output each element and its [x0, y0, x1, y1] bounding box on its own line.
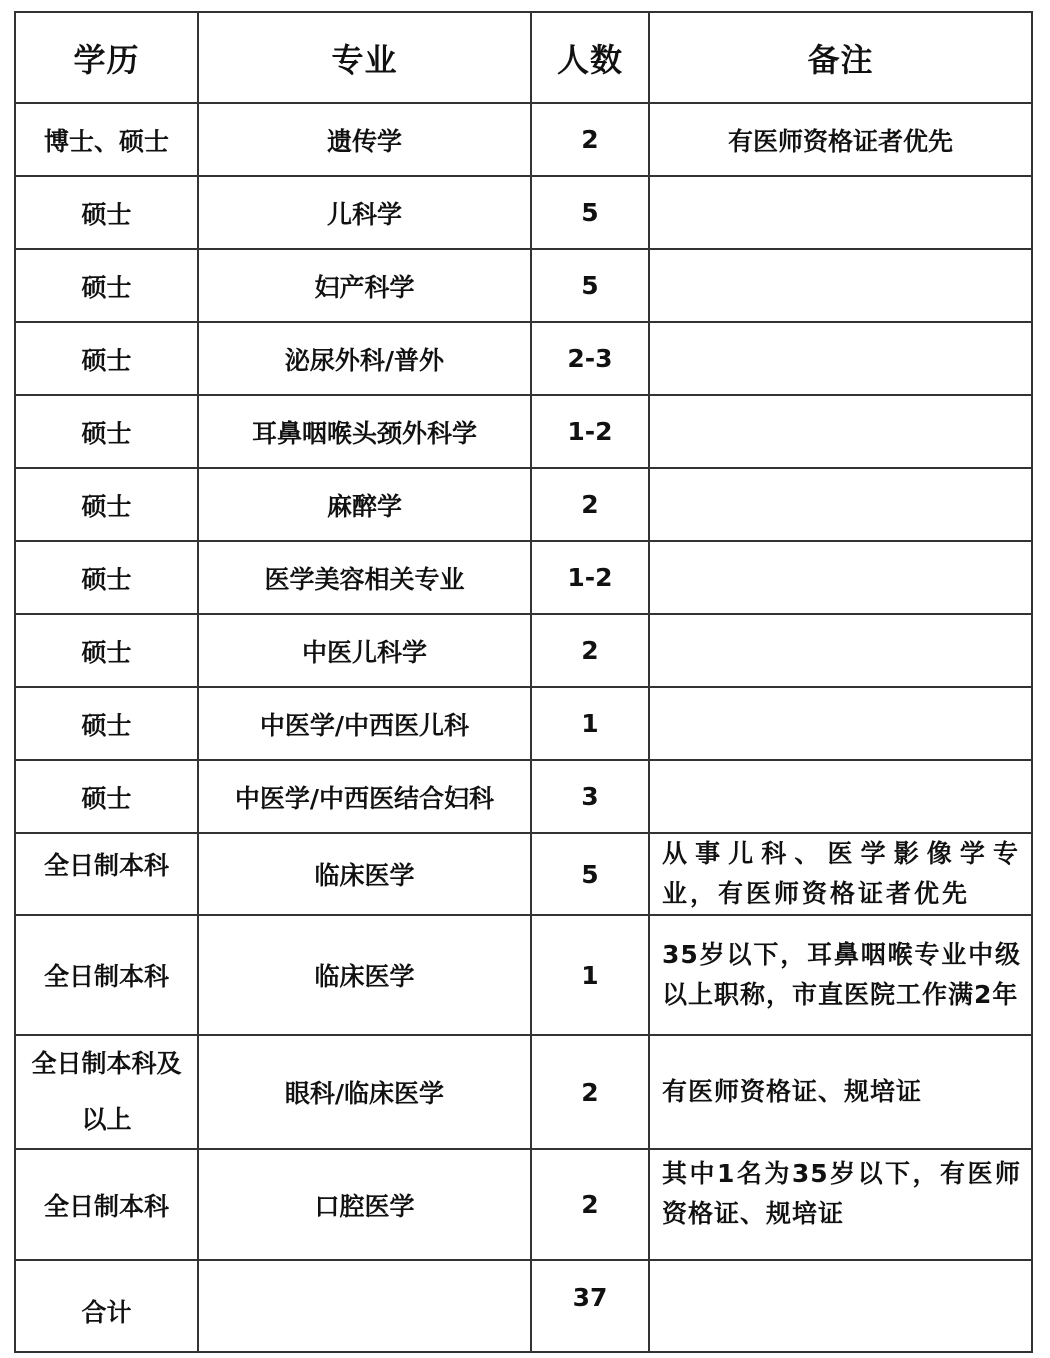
note-cell	[649, 176, 1032, 249]
total-count: 37	[531, 1260, 649, 1352]
note-cell	[649, 541, 1032, 614]
recruitment-table	[14, 11, 1033, 1353]
header-degree: 学历	[15, 12, 198, 103]
note-cell: 其中1名为35岁以下，有医师资格证、规培证	[649, 1149, 1032, 1260]
degree-cell: 硕士	[15, 687, 198, 760]
major-cell: 遗传学	[198, 103, 531, 176]
degree-cell: 硕士	[15, 322, 198, 395]
degree-cell	[15, 1035, 198, 1149]
table-row	[15, 833, 1032, 915]
count-cell: 1	[531, 915, 649, 1035]
major-cell: 中医儿科学	[198, 614, 531, 687]
note-cell	[649, 395, 1032, 468]
table-row	[15, 103, 1032, 176]
header-count: 人数	[531, 12, 649, 103]
major-cell: 医学美容相关专业	[198, 541, 531, 614]
major-cell: 临床医学	[198, 915, 531, 1035]
major-cell: 儿科学	[198, 176, 531, 249]
table-row	[15, 687, 1032, 760]
total-note-cell	[649, 1260, 1032, 1352]
degree-cell: 全日制本科	[15, 833, 198, 915]
note-cell: 从事儿科、医学影像学专业，有医师资格证者优先	[649, 833, 1032, 915]
table-row	[15, 760, 1032, 833]
major-cell: 眼科/临床医学	[198, 1035, 531, 1149]
note-cell: 有医师资格证、规培证	[649, 1035, 1032, 1149]
count-cell: 2	[531, 1035, 649, 1149]
total-major-cell	[198, 1260, 531, 1352]
note-cell: 有医师资格证者优先	[649, 103, 1032, 176]
degree-cell: 硕士	[15, 176, 198, 249]
major-cell: 妇产科学	[198, 249, 531, 322]
table-row	[15, 176, 1032, 249]
degree-cell: 硕士	[15, 468, 198, 541]
count-cell: 5	[531, 833, 649, 915]
degree-cell: 博士、硕士	[15, 103, 198, 176]
count-cell: 2-3	[531, 322, 649, 395]
degree-text: 全日制本科及以上	[31, 1049, 182, 1134]
note-cell	[649, 249, 1032, 322]
degree-cell: 硕士	[15, 541, 198, 614]
table-row	[15, 1035, 1032, 1149]
count-cell: 1-2	[531, 395, 649, 468]
note-cell	[649, 468, 1032, 541]
count-cell: 3	[531, 760, 649, 833]
count-cell: 1	[531, 687, 649, 760]
note-cell	[649, 322, 1032, 395]
degree-cell: 硕士	[15, 249, 198, 322]
major-cell: 泌尿外科/普外	[198, 322, 531, 395]
table-row	[15, 915, 1032, 1035]
total-row	[15, 1260, 1032, 1352]
degree-cell: 硕士	[15, 395, 198, 468]
header-major: 专业	[198, 12, 531, 103]
note-cell	[649, 760, 1032, 833]
header-row	[15, 12, 1032, 103]
count-cell: 1-2	[531, 541, 649, 614]
major-cell: 中医学/中西医儿科	[198, 687, 531, 760]
major-cell: 口腔医学	[198, 1149, 531, 1260]
note-cell: 35岁以下，耳鼻咽喉专业中级以上职称，市直医院工作满2年	[649, 915, 1032, 1035]
count-cell: 2	[531, 103, 649, 176]
major-cell: 耳鼻咽喉头颈外科学	[198, 395, 531, 468]
note-cell	[649, 614, 1032, 687]
table-row	[15, 322, 1032, 395]
total-label: 合计	[15, 1260, 198, 1352]
table-row	[15, 614, 1032, 687]
degree-cell: 硕士	[15, 760, 198, 833]
major-cell: 麻醉学	[198, 468, 531, 541]
header-note: 备注	[649, 12, 1032, 103]
count-cell: 2	[531, 614, 649, 687]
note-cell	[649, 687, 1032, 760]
table-row	[15, 249, 1032, 322]
table-row	[15, 1149, 1032, 1260]
major-cell: 临床医学	[198, 833, 531, 915]
count-cell: 2	[531, 1149, 649, 1260]
major-cell: 中医学/中西医结合妇科	[198, 760, 531, 833]
degree-cell: 全日制本科	[15, 915, 198, 1035]
table-row	[15, 541, 1032, 614]
count-cell: 5	[531, 249, 649, 322]
count-cell: 5	[531, 176, 649, 249]
table-row	[15, 468, 1032, 541]
count-cell: 2	[531, 468, 649, 541]
degree-cell: 全日制本科	[15, 1149, 198, 1260]
table-row	[15, 395, 1032, 468]
degree-cell: 硕士	[15, 614, 198, 687]
